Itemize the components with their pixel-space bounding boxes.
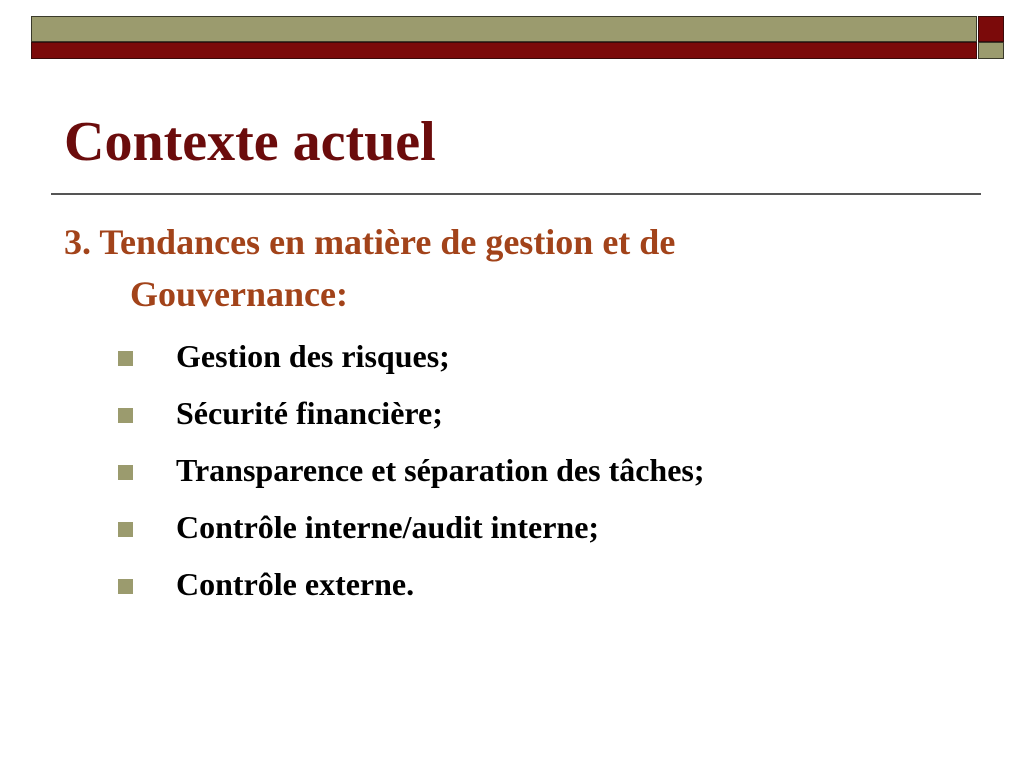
bullet-text: Sécurité financière;: [176, 395, 443, 431]
bullet-text: Gestion des risques;: [176, 338, 450, 374]
list-item: [116, 330, 705, 387]
list-item: [116, 558, 705, 615]
header-red-bar: [31, 42, 977, 59]
bullet-text: Contrôle externe.: [176, 566, 415, 602]
bullet-text: Contrôle interne/audit interne;: [176, 509, 600, 545]
list-item: [116, 501, 705, 558]
square-bullet-icon: [118, 408, 133, 423]
section-heading-line-2: Gouvernance:: [130, 274, 348, 314]
square-bullet-icon: [118, 579, 133, 594]
list-item: [116, 444, 705, 501]
bullet-list: [116, 330, 705, 615]
square-bullet-icon: [118, 351, 133, 366]
section-heading-line-1: 3. Tendances en matière de gestion et de: [64, 222, 676, 262]
square-bullet-icon: [118, 522, 133, 537]
slide-title: Contexte actuel: [64, 111, 436, 173]
header-red-square: [978, 16, 1004, 42]
header-olive-bar: [31, 16, 977, 42]
title-divider: [51, 193, 981, 195]
square-bullet-icon: [118, 465, 133, 480]
header-decoration: [31, 16, 1004, 59]
bullet-text: Transparence et séparation des tâches;: [176, 452, 705, 488]
section-heading: [64, 216, 864, 320]
header-olive-square: [978, 42, 1004, 59]
list-item: [116, 387, 705, 444]
